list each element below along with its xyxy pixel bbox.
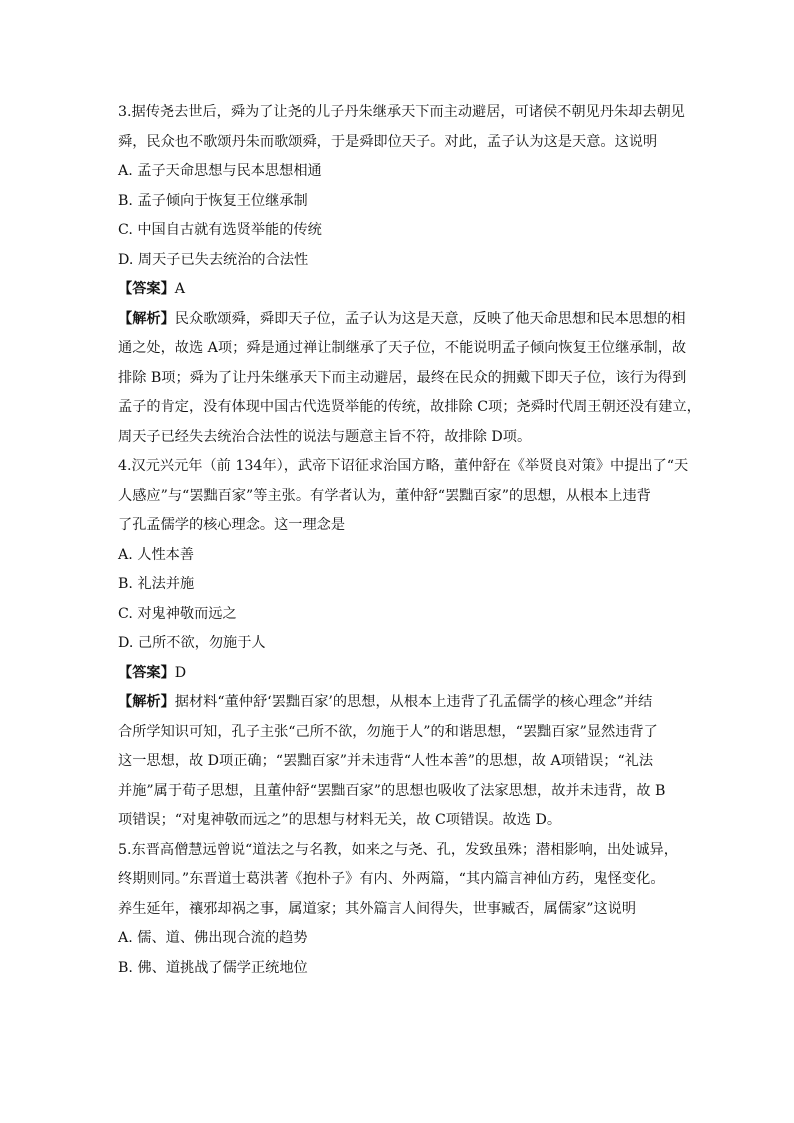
question-3-option-c: C. 中国自古就有选贤举能的传统 [118, 222, 322, 238]
question-4-answer [118, 659, 678, 689]
question-3-stem-line-2: 舜，民众也不歌颂丹朱而歌颂舜，于是舜即位天子。对此，孟子认为这是天意。这说明 [118, 133, 658, 150]
question-4-option-a: A. 人性本善 [118, 546, 195, 563]
answer-value: D [174, 664, 187, 681]
question-3-option-d: D. 周天子已失去统治的合法性 [118, 251, 309, 268]
question-3-analysis-line-1 [118, 305, 686, 335]
question-3-analysis-line-4: 孟子的肯定，没有体现中国古代选贤举能的传统，故排除 C项；尧舜时代周王朝还没有建立， [118, 399, 701, 415]
question-5-option-a: A. 儒、道、佛出现合流的趋势 [118, 930, 308, 946]
question-5-option-b: B. 佛、道挑战了儒学正统地位 [118, 959, 308, 976]
question-4-analysis-line-2: 合所学知识可知，孔子主张“己所不欲，勿施于人”的和谐思想，“罢黜百家”显然违背了 [118, 723, 658, 740]
question-5-stem-line-2: 终期则同。”东晋道士葛洪著《抱朴子》有内、外两篇，“其内篇言神仙方药，鬼怪变化。 [118, 871, 665, 887]
question-4-analysis-line-1 [118, 688, 678, 718]
question-4-analysis-line-4: 并施”属于荀子思想，且董仲舒“罢黜百家”的思想也吸收了法家思想，故并未违背，故 B [118, 782, 666, 799]
question-3-option-b: B. 孟子倾向于恢复王位继承制 [118, 192, 308, 209]
question-3-answer [118, 275, 678, 305]
question-5-stem-line-1: 5.东晋高僧慧远曾说“道法之与名教，如来之与尧、孔，发致虽殊；潜相影响，出处诚异， [118, 841, 678, 858]
question-3-analysis-line-3: 排除 B项；舜为了让丹朱继承天下而主动避居，最终在民众的拥戴下即天子位，该行为得到 [118, 369, 687, 386]
question-4-analysis-line-5: 项错误；“对鬼神敬而远之”的思想与材料无关，故 C项错误。故选 D。 [118, 812, 562, 828]
answer-value: A [174, 281, 186, 297]
answer-tag: 【答案】 [118, 664, 175, 681]
question-4-stem-line-2: 人感应”与“罢黜百家”等主张。有学者认为，董仲舒“罢黜百家”的思想，从根本上违背 [118, 487, 651, 504]
analysis-text: 据材料“董仲舒‘罢黜百家’的思想，从根本上违背了孔孟儒学的核心理念”并结 [174, 694, 653, 710]
answer-tag: 【答案】 [118, 281, 175, 297]
question-4-option-d: D. 己所不欲，勿施于人 [118, 635, 266, 651]
question-5-stem-line-3: 养生延年，禳邪却祸之事，属道家；其外篇言人间得失，世事臧否，属儒家”这说明 [118, 900, 637, 917]
question-4-stem-line-1: 4.汉元兴元年（前 134年），武帝下诏征求治国方略，董仲舒在《举贤良对策》中提出了“天 [118, 458, 689, 474]
question-5 [118, 836, 678, 984]
analysis-text: 民众歌颂舜，舜即天子位，孟子认为这是天意，反映了他天命思想和民本思想的相 [174, 310, 686, 327]
question-3-stem-line-1: 3.据传尧去世后，舜为了让尧的儿子丹朱继承天下而主动避居，可诸侯不朝见丹朱却去朝见 [118, 104, 685, 120]
question-3-analysis-line-5: 周天子已经失去统治合法性的说法与题意主旨不符，故排除 D项。 [118, 428, 532, 445]
question-4-option-c: C. 对鬼神敬而远之 [118, 605, 237, 622]
analysis-tag: 【解析】 [118, 694, 175, 710]
question-4 [118, 452, 689, 836]
question-3-analysis-line-2: 通之处，故选 A项；舜是通过禅让制继承了天子位，不能说明孟子倾向恢复王位继承制，故 [118, 340, 687, 356]
question-3-option-a: A. 孟子天命思想与民本思想相通 [118, 163, 322, 179]
question-4-option-b: B. 礼法并施 [118, 576, 195, 592]
document-content [118, 98, 701, 983]
question-4-stem-line-3: 了孔孟儒学的核心理念。这一理念是 [118, 517, 346, 533]
question-4-analysis-line-3: 这一思想，故 D项正确；“罢黜百家”并未违背“人性本善”的思想，故 A项错误；“礼法 [118, 753, 654, 769]
question-3 [118, 98, 701, 452]
analysis-tag: 【解析】 [118, 310, 175, 327]
